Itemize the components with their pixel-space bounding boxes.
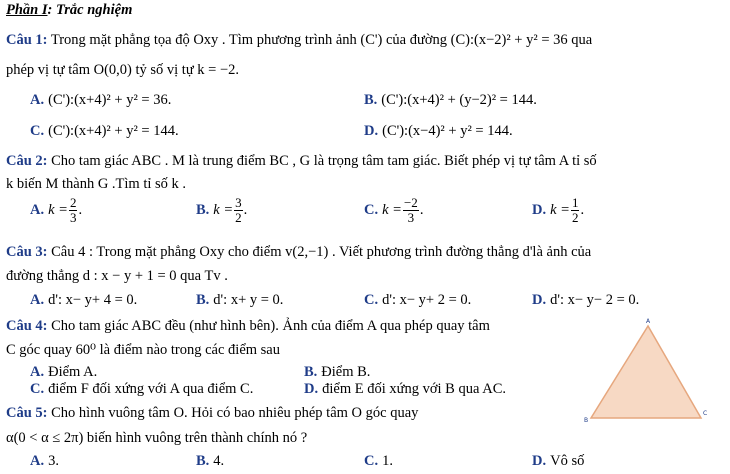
q2-c-fraction: $\frac{-2}{3}$	[403, 195, 418, 225]
q3-option-a[interactable]: A. d': x− y+ 4 = 0.	[30, 292, 138, 308]
q2-label: Câu 2:	[6, 153, 48, 169]
equilateral-triangle-figure	[582, 316, 710, 424]
q4-option-a[interactable]: A. Điểm A.	[30, 364, 98, 380]
triangle-abc	[591, 326, 701, 418]
q2-option-a[interactable]: A. k = $\frac{2}{3}$ .	[30, 195, 83, 225]
q5-option-c[interactable]: C. 1.	[364, 453, 393, 469]
q5-option-b[interactable]: B. 4.	[196, 453, 225, 469]
q4-option-b[interactable]: B. Điểm B.	[304, 364, 371, 380]
q2-text1: Cho tam giác ABC . M là trung điểm BC , G là trọng tâm tam giác. Biết phép vị tự tâm A tỉ số	[51, 153, 597, 169]
q5-option-d[interactable]: D. Vô số	[532, 453, 585, 469]
q1-option-d[interactable]: D. (C'):(x−4)² + y² = 144.	[364, 123, 513, 139]
q3-text1: Câu 4 : Trong mặt phẳng Oxy cho điểm v(2,−1) . Viết phương trình đường thẳng d'là ảnh của	[51, 244, 592, 260]
q2-option-c[interactable]: C. k = $\frac{-2}{3}$ .	[364, 195, 424, 225]
q1-line2: phép vị tự tâm O(0,0) tỷ số vị tự k = −2.	[6, 62, 240, 78]
q1-option-c[interactable]: C. (C'):(x+4)² + y² = 144.	[30, 123, 179, 139]
q3-label: Câu 3:	[6, 244, 48, 260]
q1-label: Câu 1:	[6, 32, 48, 48]
q2-line2: k biến M thành G .Tìm tỉ số k .	[6, 176, 187, 192]
q4-option-d[interactable]: D. điểm E đối xứng với B qua AC.	[304, 381, 506, 397]
q2-a-fraction: $\frac{2}{3}$	[69, 195, 77, 225]
q1-line1	[6, 32, 592, 49]
q5-label: Câu 5:	[6, 405, 48, 421]
q5-line2: α(0 < α ≤ 2π) biến hình vuông trên thành chính nó ?	[6, 430, 308, 446]
q3-line2: đường thẳng d : x − y + 1 = 0 qua Tv .	[6, 268, 228, 284]
q1-text1: Trong mặt phẳng tọa độ Oxy . Tìm phương trình ảnh (C') của đường (C):(x−2)² + y² = 36 qua	[50, 32, 593, 48]
q3-option-b[interactable]: B. d': x+ y = 0.	[196, 292, 284, 308]
q2-line1	[6, 153, 597, 170]
vertex-c-label: C	[703, 410, 708, 417]
section-heading	[6, 2, 132, 19]
q2-d-fraction: $\frac{1}{2}$	[571, 195, 579, 225]
q4-line2: C góc quay 60⁰ là điểm nào trong các điểm sau	[6, 342, 280, 358]
q5-line1	[6, 405, 418, 422]
q4-text1: Cho tam giác ABC đều (như hình bên). Ảnh của điểm A qua phép quay tâm	[51, 318, 490, 334]
vertex-a-label: A	[646, 318, 651, 325]
q3-option-d[interactable]: D. d': x− y− 2 = 0.	[532, 292, 640, 308]
q1-option-b[interactable]: B. (C'):(x+4)² + (y−2)² = 144.	[364, 92, 537, 108]
q5-text1: Cho hình vuông tâm O. Hỏi có bao nhiêu phép tâm O góc quay	[51, 405, 419, 421]
q2-b-fraction: $\frac{3}{2}$	[235, 195, 242, 225]
q4-line1	[6, 318, 490, 335]
section-rest: : Trắc nghiệm	[47, 2, 133, 18]
q5-option-a[interactable]: A. 3.	[30, 453, 59, 469]
q4-option-c[interactable]: C. điểm F đối xứng với A qua điểm C.	[30, 381, 254, 397]
vertex-b-label: B	[584, 417, 589, 424]
q2-option-d[interactable]: D. k = $\frac{1}{2}$ .	[532, 195, 585, 225]
q3-line1	[6, 244, 591, 261]
section-prefix: Phần I	[6, 2, 48, 18]
q1-option-a[interactable]: A. (C'):(x+4)² + y² = 36.	[30, 92, 172, 108]
q3-option-c[interactable]: C. d': x− y+ 2 = 0.	[364, 292, 472, 308]
q4-label: Câu 4:	[6, 318, 48, 334]
q2-option-b[interactable]: B. k = $\frac{3}{2}$ .	[196, 195, 248, 225]
